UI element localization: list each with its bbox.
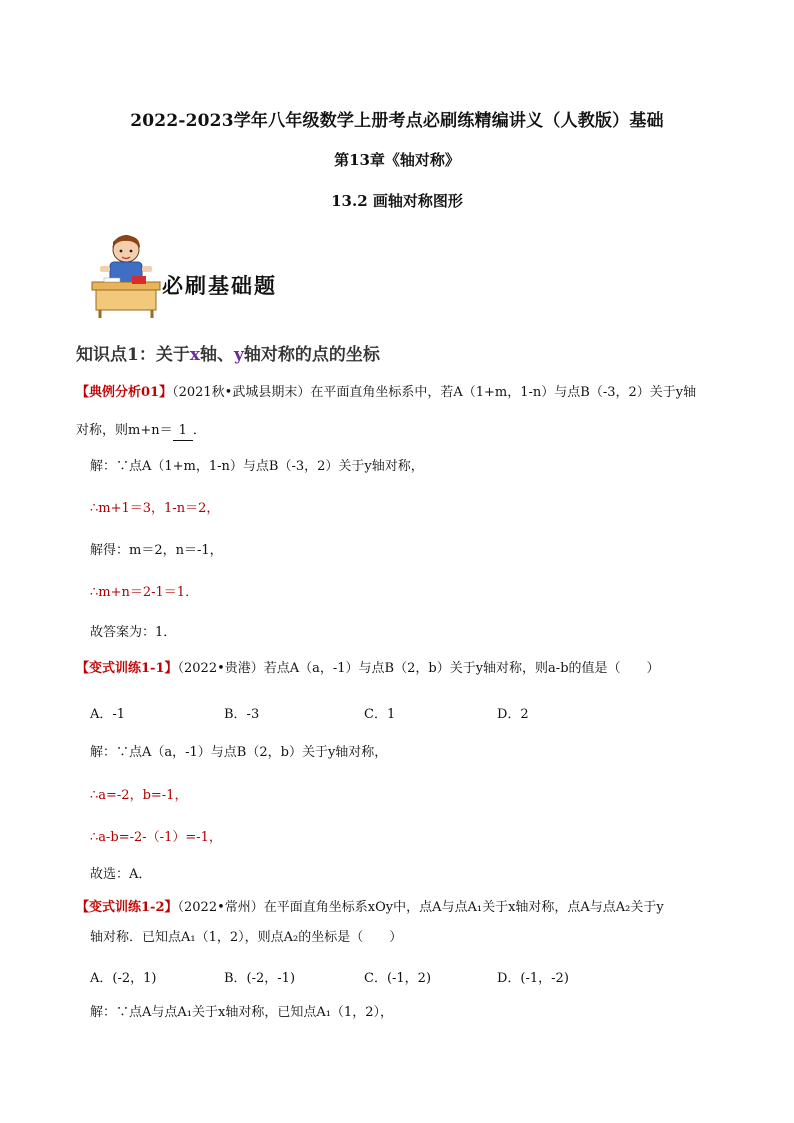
banner-label: 必刷基础题 [162,273,277,298]
option-b: B．-3 [224,707,260,722]
document-title: 2022-2023学年八年级数学上册考点必刷练精编讲义（人教版）基础 [130,111,664,131]
solution-line: 故答案为：1． [90,625,177,640]
answer-blank: 1 [173,422,193,441]
chapter-title: 第13章《轴对称》 [334,151,460,169]
solution-line: 故选：A． [90,867,152,882]
training-question: 【变式训练1-1】（2022•贵港）若点A（a，-1）与点B（2，b）关于y轴对称，则a-b的值是（ ） [76,661,660,676]
option-c: C．(-1，2) [364,971,432,986]
solution-line: ∴a-b=-2-（-1）=-1， [90,830,222,845]
example-question-line-1: 【典例分析01】（2021秋•武城县期末）在平面直角坐标系中，若A（1+m，1-n）与点B（-3，2）关于y轴 [76,385,697,400]
option-a: A．(-2，1) [90,971,157,986]
solution-line: 解：∵点A（1+m，1-n）与点B（-3，2）关于y轴对称， [90,459,424,474]
solution-line: ∴m+1＝3，1-n＝2， [90,501,220,516]
solution-line: 解得：m＝2，n＝-1， [90,543,223,558]
option-d: D．2 [497,707,529,722]
training-question-line-1: 【变式训练1-2】（2022•常州）在平面直角坐标系xOy中，点A与点A₁关于x轴对称，点A与点A₂关于y [76,900,664,915]
section-title: 13.2 画轴对称图形 [331,192,463,210]
example-question-line-2: 对称，则m+n＝ 1 ． [76,422,206,441]
solution-line: 解：∵点A（a，-1）与点B（2，b）关于y轴对称， [90,745,388,760]
training-question-line-2: 轴对称．已知点A₁（1，2），则点A₂的坐标是（ ） [90,930,403,945]
solution-line: ∴a=-2，b=-1， [90,788,188,803]
option-a: A．-1 [90,707,126,722]
option-c: C．1 [364,707,396,722]
option-d: D．(-1，-2) [497,971,569,986]
teacher-at-desk-icon [86,228,166,318]
option-b: B．(-2，-1) [224,971,296,986]
solution-line: 解：∵点A与点A₁关于x轴对称，已知点A₁（1，2）， [90,1005,393,1020]
knowledge-point-heading: 知识点1：关于x轴、y轴对称的点的坐标 [76,345,380,365]
solution-line: ∴m+n＝2-1＝1． [90,585,199,600]
